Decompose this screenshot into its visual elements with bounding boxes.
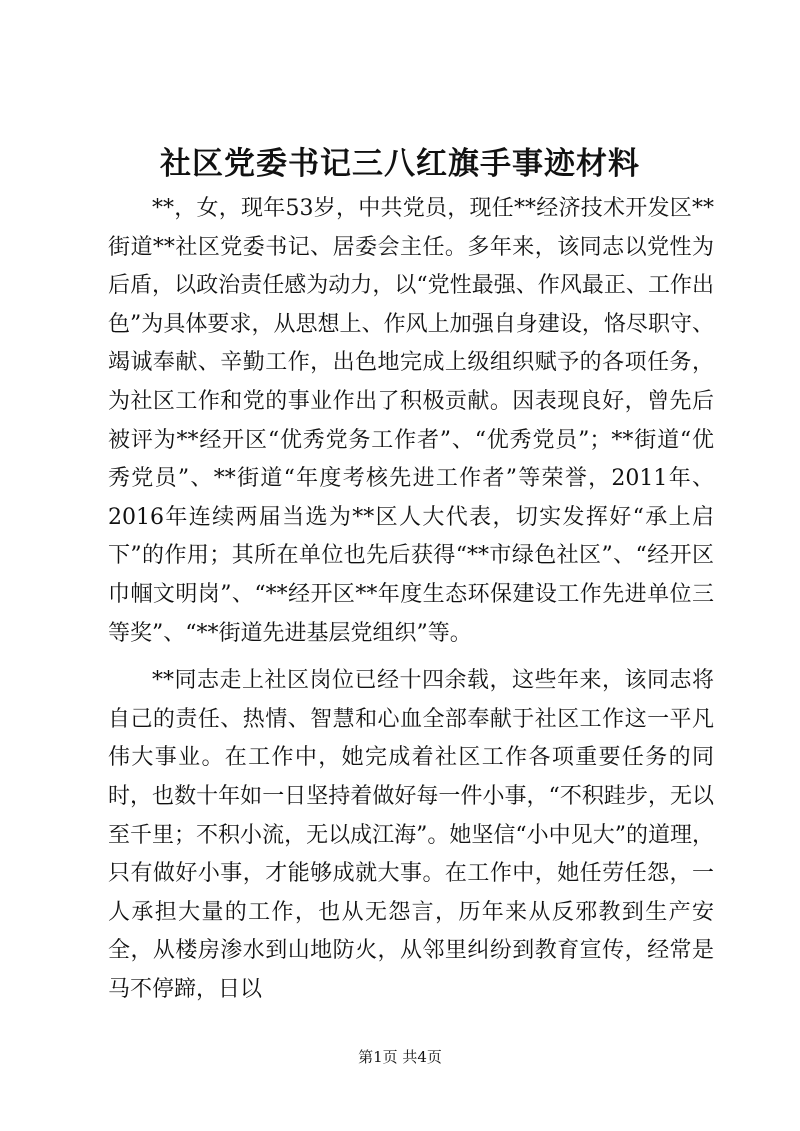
document-body: [108, 190, 714, 1009]
document-title: 社区党委书记三八红旗手事迹材料: [160, 146, 640, 182]
page-number-footer: 第1页 共4页: [358, 1048, 442, 1066]
paragraph-1: **，女，现年53岁，中共党员，现任**经济技术开发区**街道**社区党委书记、居委会主任。多年来，该同志以党性为后盾，以政治责任感为动力，以“党性最强、作风最正、工作出色”为具体要求，从思想上、作风上加强自身建设，恪尽职守、竭诚奉献、辛勤工作，出色地完成上级组织赋予的各项任务，为社区工作和党的事业作出了积极贡献。因表现良好，曾先后被评为**经开区“优秀党务工作者”、“优秀党员”；**街道“优秀党员”、**街道“年度考核先进工作者”等荣誉，2011年、2016年连续两届当选为**区人大代表，切实发挥好“承上启下”的作用；其所在单位也先后获得“**市绿色社区”、“经开区巾帼文明岗”、“**经开区**年度生态环保建设工作先进单位三等奖”、“**街道先进基层党组织”等。: [108, 196, 714, 646]
paragraph-2: **同志走上社区岗位已经十四余载，这些年来，该同志将自己的责任、热情、智慧和心血全部奉献于社区工作这一平凡伟大事业。在工作中，她完成着社区工作各项重要任务的同时，也数十年如一日坚持着做好每一件小事，“不积跬步，无以至千里；不积小流，无以成江海”。她坚信“小中见大”的道理，只有做好小事，才能够成就大事。在工作中，她任劳任怨，一人承担大量的工作，也从无怨言，历年来从反邪教到生产安全，从楼房渗水到山地防火，从邻里纠纷到教育宣传，经常是马不停蹄，日以: [108, 668, 714, 1002]
